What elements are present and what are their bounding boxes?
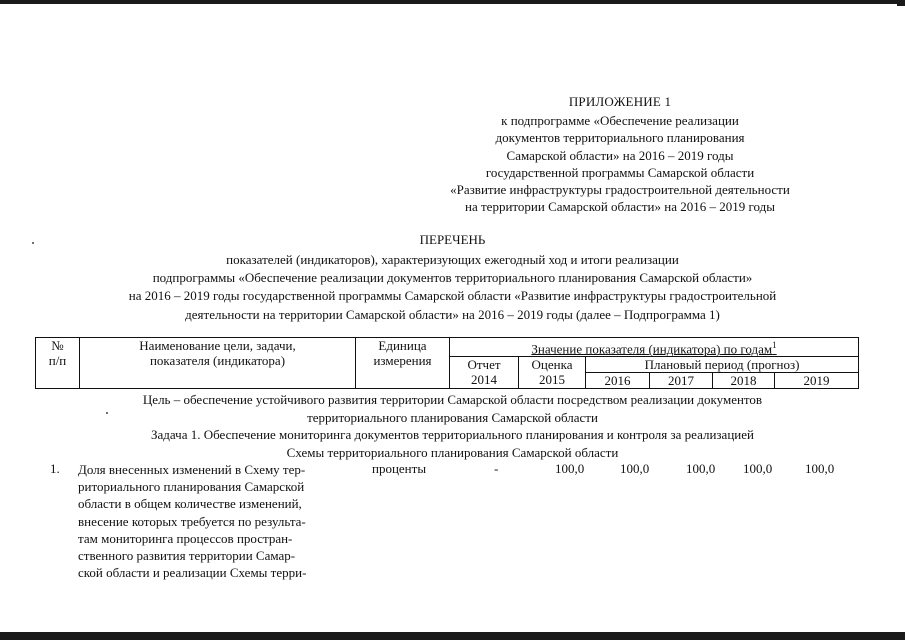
heading-line: показателей (индикаторов), характеризующих ежегодный ход и итоги реализации: [226, 252, 679, 267]
appendix-lines: [410, 112, 830, 216]
indicator-unit: проценты: [372, 461, 427, 476]
appendix-line: Самарской области» на 2016 – 2019 годы: [506, 147, 734, 163]
value-2018: 100,0: [743, 461, 773, 476]
task-text: Задача 1. Обеспечение мониторинга документов территориального планирования и контроля за реализацией Схемы территориального планирования Самарской области: [151, 427, 754, 460]
header-report: Отчет 2014: [450, 357, 519, 389]
appendix-line: к подпрограмме «Обеспечение реализации: [501, 113, 739, 128]
header-estimate: Оценка 2015: [519, 357, 586, 389]
value-2015: 100,0: [555, 461, 585, 476]
value-2014: -: [494, 461, 499, 476]
footnote-mark: 1: [772, 340, 777, 350]
heading-line: подпрограммы «Обеспечение реализации документов территориального планирования Самарской области»: [152, 270, 753, 286]
indicator-name: Доля внесенных изменений в Схему тер- риториального планирования Самарской области в общем количестве изменений, внесение которых требуется по результа- там мониторинга процессов простран- ственного развития территории Самар- ской области и реализации Схемы терри-: [78, 462, 307, 581]
appendix-line: государственной программы Самарской области: [485, 164, 755, 180]
scan-corner-mark: [897, 0, 905, 6]
list-title: ПЕРЕЧЕНЬ: [419, 232, 486, 247]
heading-line: на 2016 – 2019 годы государственной программы Самарской области «Развитие инфраструктуры градостроительной: [128, 288, 777, 304]
header-year-2019: 2019: [775, 373, 859, 389]
appendix-line: документов территориального планирования: [495, 130, 745, 146]
header-values-by-year: Значение показателя (индикатора) по годам$^1$: [450, 338, 859, 357]
header-year-2018: 2018: [713, 373, 775, 389]
header-unit: Единица измерения: [356, 338, 450, 389]
header-name: Наименование цели, задачи, показателя (индикатора): [80, 338, 356, 389]
scan-edge-bottom: [0, 632, 905, 640]
heading-line: деятельности на территории Самарской области» на 2016 – 2019 годы (далее – Подпрограмма 1): [185, 306, 720, 322]
value-2017: 100,0: [686, 461, 716, 476]
value-2016: 100,0: [620, 461, 650, 476]
value-2019: 100,0: [805, 461, 835, 476]
list-heading: [0, 251, 905, 324]
appendix-line: «Развитие инфраструктуры градостроительной деятельности: [450, 182, 790, 198]
appendix-title: ПРИЛОЖЕНИЕ 1: [568, 94, 672, 109]
indicator-table-header: [35, 337, 859, 389]
scan-edge-top: [0, 0, 905, 4]
header-planned-period: Плановый период (прогноз): [586, 357, 859, 373]
header-year-2016: 2016: [586, 373, 650, 389]
appendix-line: на территории Самарской области» на 2016 – 2019 годы: [465, 199, 775, 215]
row-number: 1.: [50, 461, 60, 476]
header-year-2017: 2017: [650, 373, 713, 389]
goal-text: Цель – обеспечение устойчивого развития территории Самарской области посредством реализации документов территориального планирования Самарской области: [142, 392, 763, 425]
header-number: № п/п: [36, 338, 80, 389]
